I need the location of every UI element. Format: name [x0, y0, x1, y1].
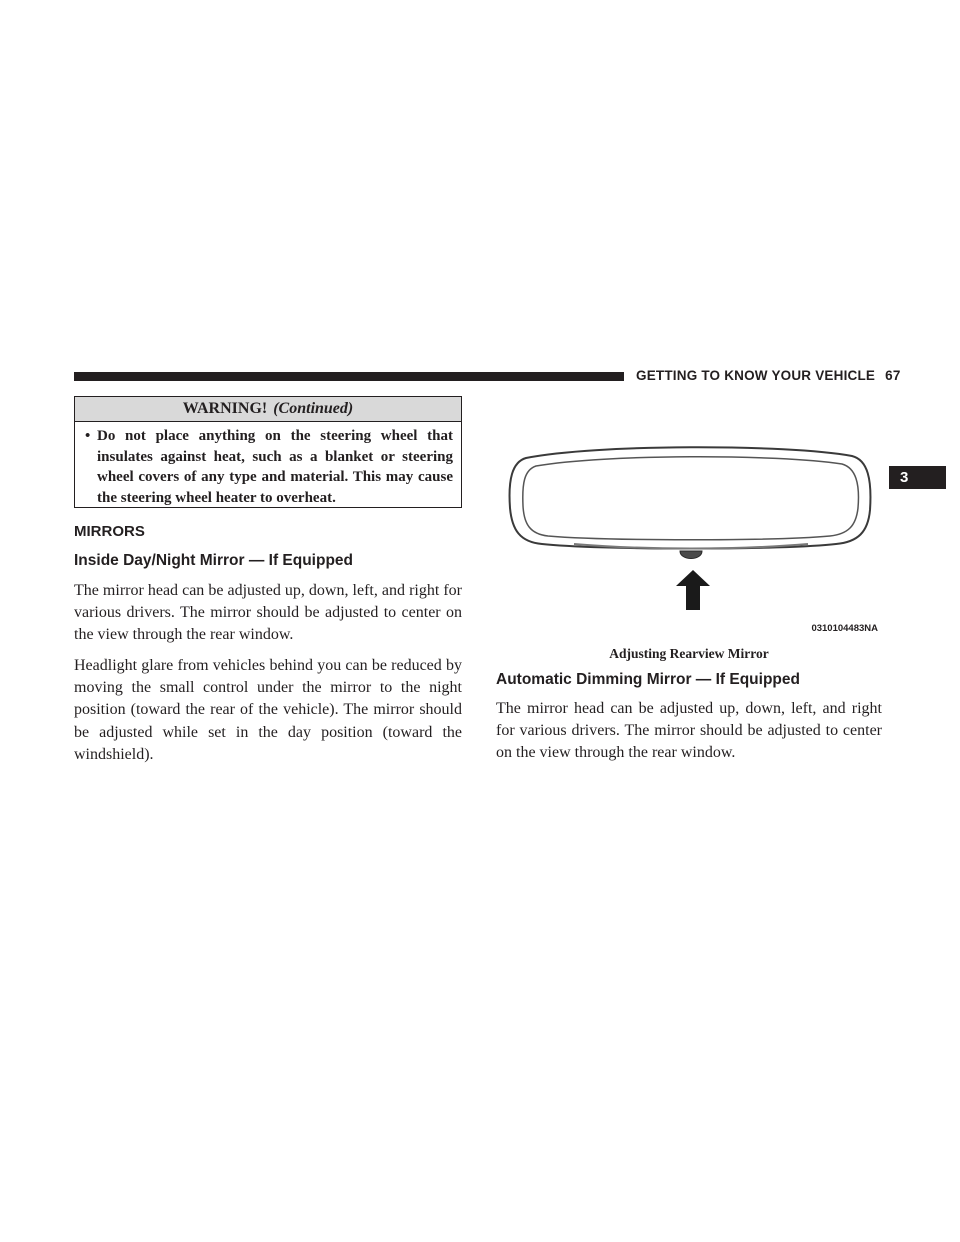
section-heading-mirrors: MIRRORS — [74, 523, 145, 540]
chapter-tab: 3 — [889, 466, 946, 489]
warning-title: WARNING! — [182, 400, 268, 417]
subheading-auto-dimming: Automatic Dimming Mirror — If Equipped — [496, 671, 800, 688]
warning-text: Do not place anything on the steering wheel that insulates against heat, such as a blanket or steering wheel covers of any type and material. This may cause the steering wheel heater to overheat. — [97, 428, 453, 506]
warning-header — [75, 397, 461, 422]
subheading-inside-mirror: Inside Day/Night Mirror — If Equipped — [74, 552, 354, 569]
bullet-icon: • — [85, 428, 91, 444]
warning-bullet-item — [75, 422, 461, 508]
warning-continued: (Continued) — [273, 400, 354, 417]
figure-caption: Adjusting Rearview Mirror — [609, 646, 769, 661]
paragraph-mirror-adjust: The mirror head can be adjusted up, down, left, and right for various drivers. The mirror should be adjusted to center on the view through the rear window. — [74, 582, 462, 644]
figure-code: 0310104483NA — [811, 623, 878, 634]
warning-box — [74, 396, 462, 508]
running-header — [636, 367, 901, 385]
rearview-mirror-figure — [496, 420, 882, 640]
mirror-illustration — [496, 420, 882, 640]
page-number: 67 — [885, 368, 901, 383]
up-arrow-icon — [676, 570, 710, 610]
section-title: GETTING TO KNOW YOUR VEHICLE — [636, 368, 876, 383]
paragraph-headlight-glare: Headlight glare from vehicles behind you can be reduced by moving the small control under the mirror to the night position (toward the rear of the vehicle). The mirror should be adjusted while set in the day position (toward the windshield). — [74, 657, 462, 763]
paragraph-auto-dimming: The mirror head can be adjusted up, down, left, and right for various drivers. The mirror should be adjusted to center on the view through the rear window. — [496, 700, 882, 762]
header-rule — [74, 372, 624, 381]
